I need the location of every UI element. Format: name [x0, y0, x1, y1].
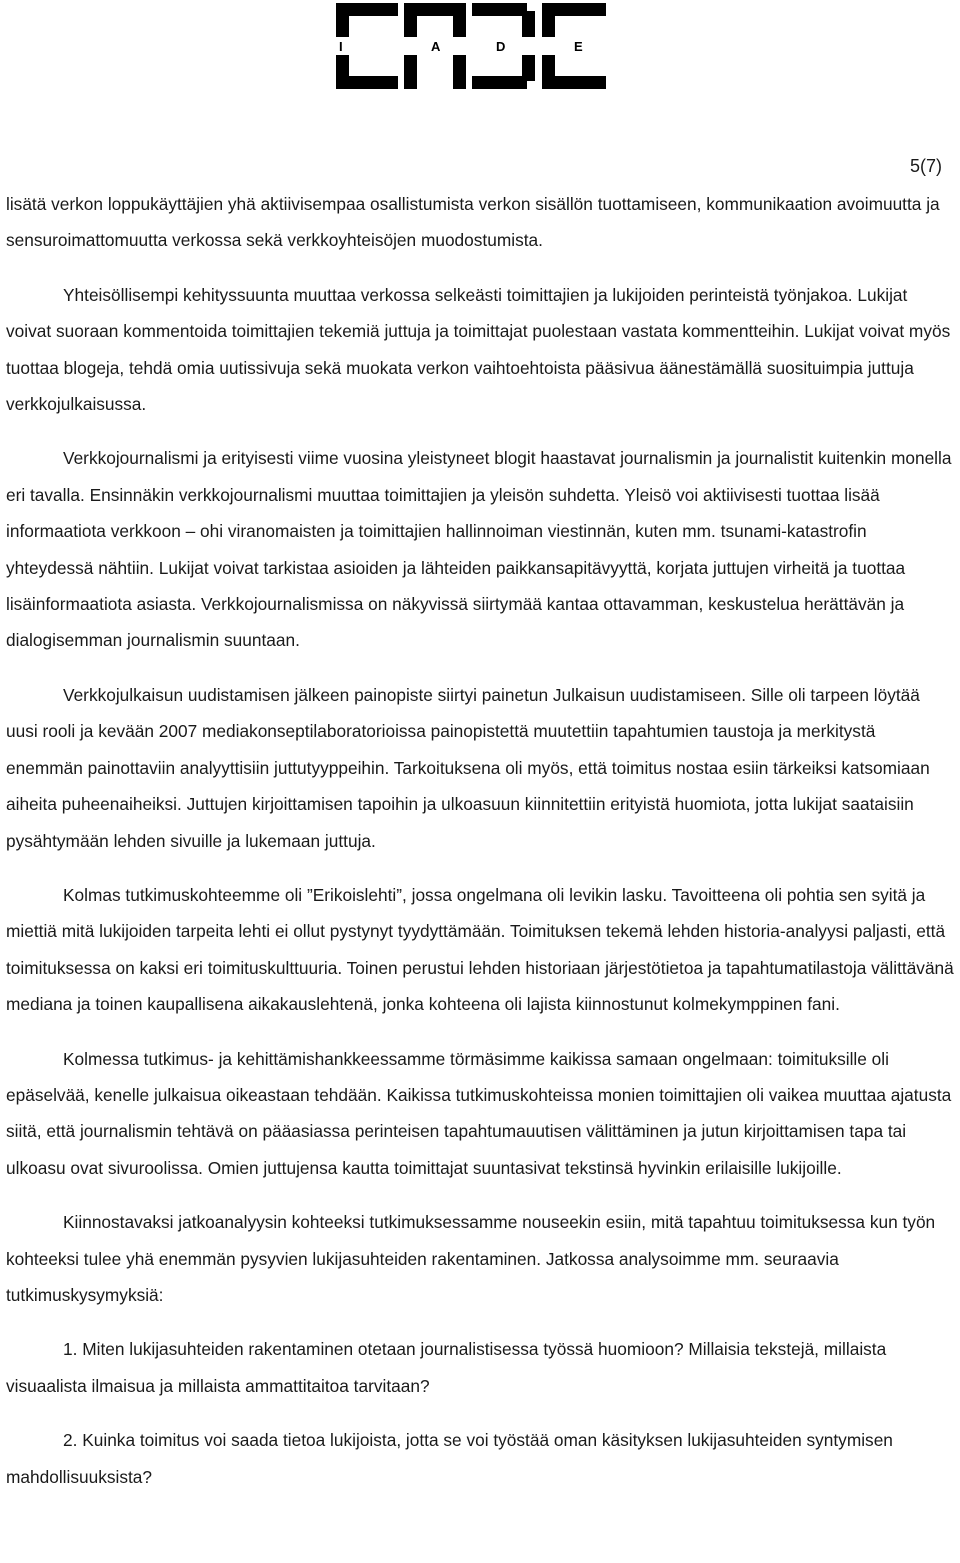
research-question-1: 1. Miten lukijasuhteiden rakentaminen otetaan journalistisessa työssä huomioon? Millaisia tekstejä, millaista visuaalista ilmaisua ja millaista ammattitaitoa tarvitaan? — [6, 1339, 887, 1396]
iade-logo — [336, 3, 608, 89]
paragraph-special-magazine: Kolmas tutkimuskohteemme oli ”Erikoislehti”, jossa ongelmana oli levikin lasku. Tavoitteena oli pohtia sen syitä ja miettiä mitä lukijoiden tarpeita lehti ei ollut pystynyt tyydyttämään. Toimituksen tekemä lehden historia-analyysi paljasti, että toimituksessa on kaksi eri toimituskulttuuria. Toinen perustui lehden historiaan järjestötietoa ja tapahtumatilastoja välittävänä mediana ja toinen kaupallisena aikakauslehtenä, jonka kohteena oli lajista kiinnostunut kolmekymppinen fani. — [6, 884, 954, 1015]
logo-letter-a: A — [431, 39, 441, 54]
iade-logo-mark — [336, 3, 608, 89]
logo-letter-i: I — [339, 39, 343, 54]
logo-letter-d: D — [496, 39, 506, 54]
paragraph-web-journalism: Verkkojournalismi ja erityisesti viime vuosina yleistyneet blogit haastavat journalismin ja journalistit kuitenkin monella eri tavalla. Ensinnäkin verkkojournalismi muuttaa toimittajien ja yleisön suhdetta. Yleisö voi aktiivisesti tuottaa lisää informaatiota verkkoon – ohi viranomaisten ja toimittajien hallinnoiman viestinnän, kuten mm. tsunami-katastrofin yhteydessä nähtiin. Lukijat voivat tarkistaa asioiden ja lähteiden paikkansapitävyyttä, korjata juttujen virheitä ja tuottaa lisäinformaatiota asiasta. Verkkojournalismissa on näkyvissä siirtymää kantaa ottavamman, keskustelua herättävän ja dialogisemman journalismin suuntaan. — [6, 448, 952, 651]
document-body — [6, 186, 954, 1495]
paragraph-print-renewal: Verkkojulkaisun uudistamisen jälkeen painopiste siirtyi painetun Julkaisun uudistamiseen. Sille oli tarpeen löytää uusi rooli ja kevään 2007 mediakonseptilaboratorioissa painopistettä muutettiin tapahtumien taustoja ja merkitystä enemmän painottaviin analyyttisiin juttutyyppeihin. Tarkoituksena oli myös, että toimitus nostaa esiin tärkeiksi katsomiaan aiheita puheenaiheiksi. Juttujen kirjoittamisen tapoihin ja ulkoasuun kiinnitettiin erityistä huomiota, jotta lukijat saataisiin pysähtymään lehden sivuille ja lukemaan juttuja. — [6, 684, 930, 851]
page-number: 5(7) — [909, 156, 942, 176]
research-question-2: 2. Kuinka toimitus voi saada tietoa lukijoista, jotta se voi työstää oman käsityksen lukijasuhteiden syntymisen mahdollisuuksista? — [6, 1430, 893, 1487]
paragraph-further-analysis: Kiinnostavaksi jatkoanalyysin kohteeksi tutkimuksessamme nouseekin esiin, mitä tapahtuu toimituksessa kun työn kohteeksi tulee yhä enemmän pysyvien lukijasuhteiden rakentaminen. Jatkossa analysoimme mm. seuraavia tutkimuskysymyksiä: — [6, 1212, 936, 1305]
logo-letter-e: E — [574, 39, 583, 54]
paragraph-common-problem: Kolmessa tutkimus- ja kehittämishankkeessamme törmäsimme kaikissa samaan ongelmaan: toimituksille oli epäselvää, kenelle julkaisua oikeastaan tehdään. Kaikissa tutkimuskohteissa monien toimittajien oli vaikea muuttaa ajatusta siitä, että journalismin tehtävä on pääasiassa perinteisen tapahtumauutisen välittäminen ja jutun kirjoittamisen tapa tai ulkoasu ovat sivuroolissa. Omien juttujensa kautta toimittajat suuntasivat tekstinsä hyvinkin erilaisille lukijoille. — [6, 1048, 952, 1178]
paragraph-continuation: lisätä verkon loppukäyttäjien yhä aktiivisempaa osallistumista verkon sisällön tuottamiseen, kommunikaation avoimuutta ja sensuroimattomuutta verkossa sekä verkkoyhteisöjen muodostumista. — [6, 194, 940, 251]
paragraph-community-development: Yhteisöllisempi kehityssuunta muuttaa verkossa selkeästi toimittajien ja lukijoiden perinteistä työnjakoa. Lukijat voivat suoraan kommentoida toimittajien tekemiä juttuja ja toimittajat puolestaan vastata kommentteihin. Lukijat voivat myös tuottaa blogeja, tehdä omia uutissivuja sekä muokata verkon vaihtoehtoista pääsivua äänestämällä suosituimpia juttuja verkkojulkaisussa. — [6, 284, 951, 415]
